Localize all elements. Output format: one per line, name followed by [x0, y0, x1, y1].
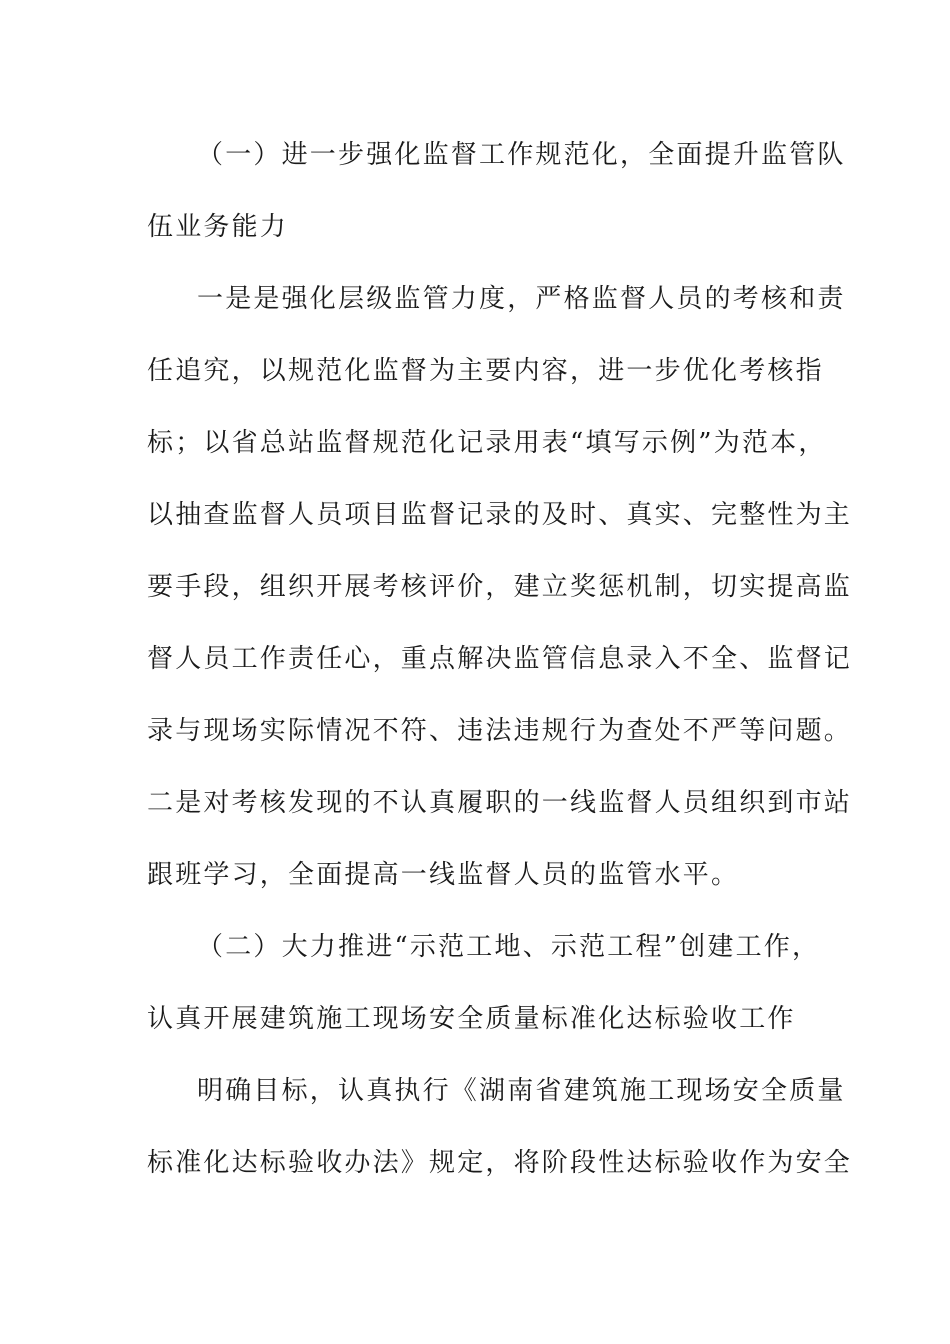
paragraph-line: 督人员工作责任心，重点解决监管信息录入不全、监督记: [147, 644, 853, 674]
section-heading-2-line-2: 认真开展建筑施工现场安全质量标准化达标验收工作: [147, 1004, 796, 1034]
paragraph-line: 一是是强化层级监管力度，严格监督人员的考核和责: [197, 284, 846, 314]
paragraph-line: 录与现场实际情况不符、违法违规行为查处不严等问题。: [147, 716, 853, 746]
paragraph-line: 要手段，组织开展考核评价，建立奖惩机制，切实提高监: [147, 572, 853, 602]
paragraph-line: 明确目标，认真执行《湖南省建筑施工现场安全质量: [197, 1076, 846, 1106]
paragraph-line: 二是对考核发现的不认真履职的一线监督人员组织到市站: [147, 788, 853, 818]
section-heading-2-line-1: （二）大力推进“示范工地、示范工程”创建工作，: [197, 932, 821, 962]
paragraph-line: 标准化达标验收办法》规定，将阶段性达标验收作为安全: [147, 1148, 853, 1178]
paragraph-line: 跟班学习，全面提高一线监督人员的监管水平。: [147, 860, 740, 890]
paragraph-line: 任追究，以规范化监督为主要内容，进一步优化考核指: [147, 356, 824, 386]
paragraph-line: 标；以省总站监督规范化记录用表“填写示例”为范本，: [147, 428, 827, 458]
paragraph-line: 以抽查监督人员项目监督记录的及时、真实、完整性为主: [147, 500, 853, 530]
section-heading-1-line-1: （一）进一步强化监督工作规范化，全面提升监管队: [197, 140, 846, 170]
section-heading-1-line-2: 伍业务能力: [147, 212, 289, 242]
